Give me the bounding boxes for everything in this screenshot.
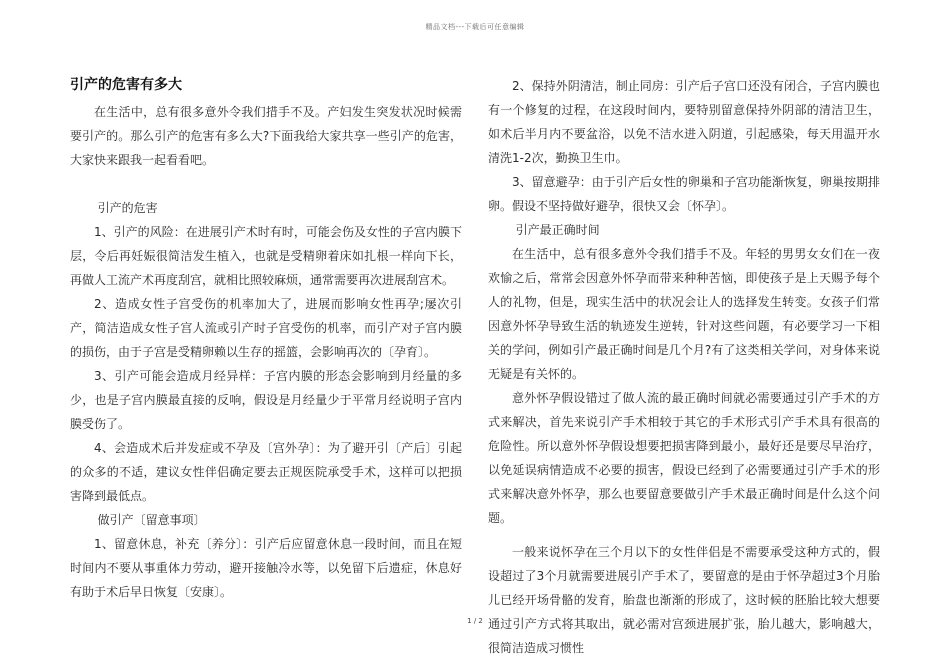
left-column bbox=[70, 74, 462, 604]
page-header: 精品文档---下载后可任意编辑 bbox=[425, 23, 525, 31]
spacer bbox=[488, 530, 880, 540]
precaution-item-3: 3、留意避孕：由于引产后女性的卵巢和子宫功能渐恢复，卵巢按期排卵。假设不坚持做好避孕，很快又会〔怀孕〕。 bbox=[488, 175, 880, 213]
harm-item-2: 2、造成女性子宫受伤的机率加大了，进展而影响女性再孕;屡次引产，简洁造成女性子宫人流或引产时子宫受伤的机率，而引产对子宫内膜的损伤，由于子宫是受精卵赖以生存的摇篮，会影响再次的〔孕育〕。 bbox=[70, 297, 462, 359]
section-heading-best-time: 引产最正确时间 bbox=[515, 223, 600, 237]
best-time-paragraph-1: 在生活中，总有很多意外令我们措手不及。年轻的男男女女们在一夜欢愉之后，常常会因意外怀孕而带来种种苦恼，即使孩子是上天赐予每个人的礼物，但是，现实生活中的状况会让人的选择发生转变。女孩子们常因意外怀孕导致生活的轨迹发生逆转，针对这些问题，有必要学习一下相关的学问，例如引产最正确时间是几个月?有了这类相关学问，对身体来说无疑是有关怀的。 bbox=[488, 247, 880, 381]
precaution-item-2: 2、保持外阴清洁，制止同房：引产后子宫口还没有闭合，子宫内膜也有一个修复的过程，在这段时间内，要特别留意保持外阴部的清洁卫生，如术后半月内不要盆浴，以免不洁水进入阴道，引起感染，每天用温开水清洗1-2次，勤换卫生巾。 bbox=[488, 79, 880, 165]
harm-item-1: 1、引产的风险：在进展引产术时有时，可能会伤及女性的子宫内膜下层，令后再妊娠很简洁发生植入，也就是受精卵着床如扎根一样向下长，再做人工流产术再度刮宫，就相比照较麻烦，通常需要再次进展刮宫术。 bbox=[70, 225, 462, 287]
harm-item-3: 3、引产可能会造成月经异样：子宫内膜的形态会影响到月经量的多少，也是子宫内膜最直接的反响，假设是月经量少于平常月经说明子宫内膜受伤了。 bbox=[70, 369, 462, 431]
right-column bbox=[488, 74, 880, 660]
best-time-paragraph-3: 一般来说怀孕在三个月以下的女性伴侣是不需要承受这种方式的，假设超过了3个月就需要进展引产手术了，要留意的是由于怀孕超过3个月胎儿已经开场骨骼的发育，胎盘也渐渐的形成了，这时候的胚胎比较大想要通过引产方式将其取出，就必需对宫颈进展扩张，胎儿越大，影响越大，很简洁造成习惯性 bbox=[488, 545, 880, 655]
spacer bbox=[70, 172, 462, 196]
page-number: 1 / 2 bbox=[467, 617, 483, 625]
precaution-item-1: 1、留意休息，补充〔养分〕：引产后应留意休息一段时间，而且在短时间内不要从事重体力劳动，避开接触冷水等，以免留下后遗症，休息好有助于术后早日恢复〔安康〕。 bbox=[70, 537, 462, 599]
article-title: 引产的危害有多大 bbox=[70, 77, 182, 93]
intro-paragraph: 在生活中，总有很多意外令我们措手不及。产妇发生突发状况时候需要引产的。那么引产的危害有多么大?下面我给大家共享一些引产的危害，大家快来跟我一起看看吧。 bbox=[70, 105, 462, 167]
harm-item-4: 4、会造成术后并发症或不孕及〔宫外孕〕：为了避开引〔产后〕引起的众多的不适，建议女性伴侣确定要去正规医院承受手术，这样可以把损害降到最低点。 bbox=[70, 441, 462, 503]
section-heading-precautions: 做引产〔留意事项〕 bbox=[97, 513, 206, 527]
section-heading-harms: 引产的危害 bbox=[97, 201, 158, 215]
best-time-paragraph-2: 意外怀孕假设错过了做人流的最正确时间就必需要通过引产手术的方式来解决，首先来说引产手术相较于其它的手术形式引产手术具有很高的危险性。所以意外怀孕假设想要把损害降到最小，最好还是要尽早治疗，以免延误病情造成不必要的损害，假设已经到了必需要通过引产手术的形式来解决意外怀孕，那么也要留意要做引产手术最正确时间是什么这个问题。 bbox=[488, 391, 880, 525]
